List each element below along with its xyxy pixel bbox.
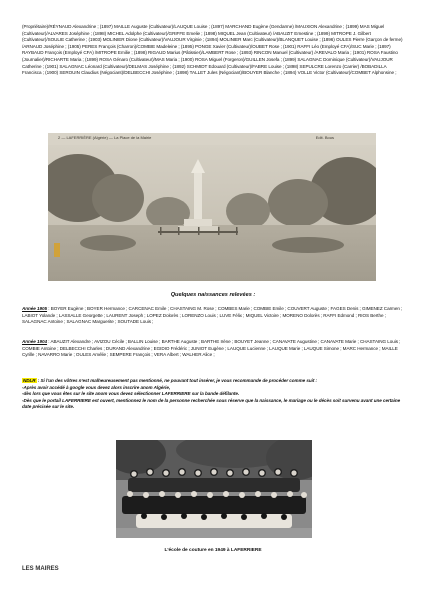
postcard-publisher: Edit. Bous — [315, 135, 334, 140]
marriages-paragraph — [22, 24, 404, 77]
births-heading: Quelques naissances relevées : — [170, 292, 256, 298]
note-line: -Après avoir accédé à google vous devez alors inscrire anom Algérie, — [22, 384, 171, 390]
footer-label: LES MAIRES — [22, 566, 59, 572]
note-line: -dès lors que vous êtes sur le site anom vous devez sélectionner LAFERRIERE sur la bande défilante. — [22, 391, 240, 397]
footer-section-label — [22, 566, 59, 572]
postcard-image — [48, 133, 376, 281]
note-line: -Dès que le portail LAFERRIERE est ouvert, mentionnez le nom de la personne recherchée sous réserve que la naissance, le mariage ou le décès soit survenu avant une certaine date précisée sur le site. — [22, 397, 401, 410]
ndlr-label: NDLR — [23, 378, 36, 383]
births-list: : ABAUZIT Alexandre ; AVIZOU Cécile ; BALLIN Louise ; BARTHE Auguste ; BARTHE Irène ; BOUYET Jeanne ; CANAVATE Augustine ; CANAVATE Marie ; CHASTAING Louis ; COMBIE Antoine ; DELBECCHI Charles ; DURAND Alexandrine ; EGIDIO Frédéric ; JUNIOT Eugène ; LAUQUE Lucienne ; LAUQUE Marie ; LAUQUE Simone ; MARC Hermance ; MAILLE Cyrille ; NAVARRO Marie ; OULES Amélie ; SEMPERE François ; VERA Albert ; WALHER Alice ; — [22, 339, 401, 358]
births-1905 — [22, 306, 404, 326]
births-list: : BOYER Eugène ; BOYER Hermance ; CARCENAC Emile ; CHASTAING M. Rose ; COMBES Marie ; COMBIE Emile ; COUVERT Auguste ; FAGES Denis ; GIMENEZ Carmen ; LABIOT Yolande ; LASSALLE Georgette ; LAURENT Joseph ; LOPEZ Dolorès ; LORENZO Louis ; LUVE Félix ; MIQUEL Victoire ; MORENO Dolorès ; RAFFI Edmond ; RIOS Berthe ; SALAGNAC Antoine ; SALAGNAC Marguerite ; SOUTADE Louis ; — [22, 306, 403, 325]
year-label: Année 1905 — [22, 306, 48, 311]
note-line: NDLR : Si l'un des vôtres n'est malheureusement pas mentionné, ne pouvant tout insérer, je vous recommande de procéder comme suit : — [23, 378, 318, 383]
births-1904 — [22, 339, 404, 359]
group-photo — [116, 440, 312, 538]
postcard-square-mairie — [48, 133, 376, 281]
photo-caption: L'école de couture en 1949 à LAFERRIERE — [164, 548, 262, 553]
sewing-school-photo — [116, 440, 312, 538]
year-label: Année 1904 — [22, 339, 48, 344]
marriages-text: (Propriétaire)/RÉYNAUD Alexandrine ; (1897) MAILLE Auguste (Cultivateur)/LAUQUE Louise ; (1897) MARCHAND Eugène (Gendarme) /MAUXION Alexandrine ; (1899) MAS Miguel (Cultivateur)/ALVARES Joséphine ; (1898) MICHEL Adolphe (Cultivateur)/GRIFFE Emelie ; (1898) MIQUEL Jean (Cultivateur) /ABAUZIT Ernestine ; (1899) MITROPE J. Gilbert (Cultivateur)/SOULIE Catherine ; (1903) MOLINIER Dione (Cultivateur)/VAUJOUR Virginie ; (1894) MOLINIER Marc (Cultivateur)/BLANQUET Louise ; (1896) OULES Pierre (Garçon de ferme) /ARNAUD Joséphine ; (1905) PERES François (Charron)/COMBIE Madeleine ; (1895) PONGE Xavier (Cultivateur)/OUBET Rose ; (1901) RAFFI Léo (Employé CFA)/SUC Marie ; (1897) RAYBAUD François (Employé CFA) /MITROPE Emilie ; (1898) RIGAUD Marius (Pâtissier)/LAMBERT Rose ; (1893) RINCON Manuel (Cultivateur) /AREVALO Maria ; (1901) ROSA Faustino (Journalier)/RICHARTE Maria ; (1899) ROSA Génaro (Cultivateur)/MAS Maria ; (1900) ROSA Miguel (Forgeron)/GUILLEN Josefa ; (1899) SALAGNAC Dominique (Cultivateur)/VAUJOUR Catherine ; (1901) SALAGNAC Léonard (Cultivateur)/DELMAS Joséphine ; (1892) SCHMIDT Edouard (Cultivateur)/FABRE Louise ; (1898) SEPULCRE Lorenzo (Carrier) /BOBADILLA Francisca ; (1900) SEROUIN Claudius (Négociant)/DELBECCHI Joséphine ; (1898) TALLET Jules (Négociant)/BOUYER Blanche ; (1894) VOLLE Victor (Cultivateur)/COMBET Alphonsine ; — [22, 24, 403, 76]
editor-note — [22, 378, 404, 411]
postcard-caption: 2 — LAFERRIÈRE (Algérie) — La Place de la Mairie — [58, 135, 152, 140]
